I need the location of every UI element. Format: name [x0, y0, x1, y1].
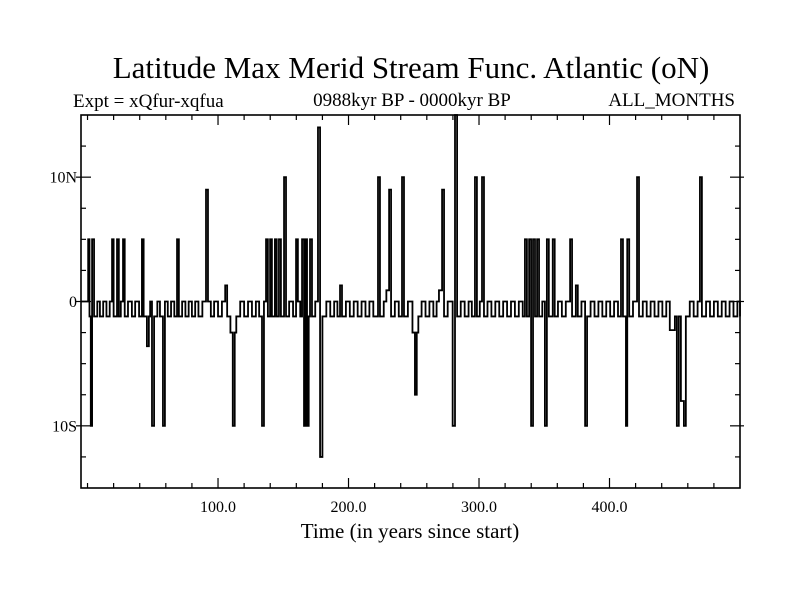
series-line: [81, 115, 740, 457]
subtitle-months: ALL_MONTHS: [608, 90, 735, 111]
subtitle-period: 0988kyr BP - 0000kyr BP: [313, 90, 511, 111]
subtitle-experiment: Expt = xQfur-xqfua: [73, 91, 224, 112]
y-tick-label: 10N: [49, 169, 77, 187]
x-tick-label: 300.0: [461, 499, 498, 516]
x-tick-label: 400.0: [591, 499, 628, 516]
x-axis-title: Time (in years since start): [300, 519, 520, 543]
chart-title: Latitude Max Merid Stream Func. Atlantic (oN): [112, 50, 710, 85]
y-tick-label: 0: [69, 294, 77, 311]
x-tick-label: 100.0: [200, 499, 237, 516]
x-tick-label: 200.0: [330, 499, 367, 516]
y-tick-label: 10S: [52, 418, 77, 436]
